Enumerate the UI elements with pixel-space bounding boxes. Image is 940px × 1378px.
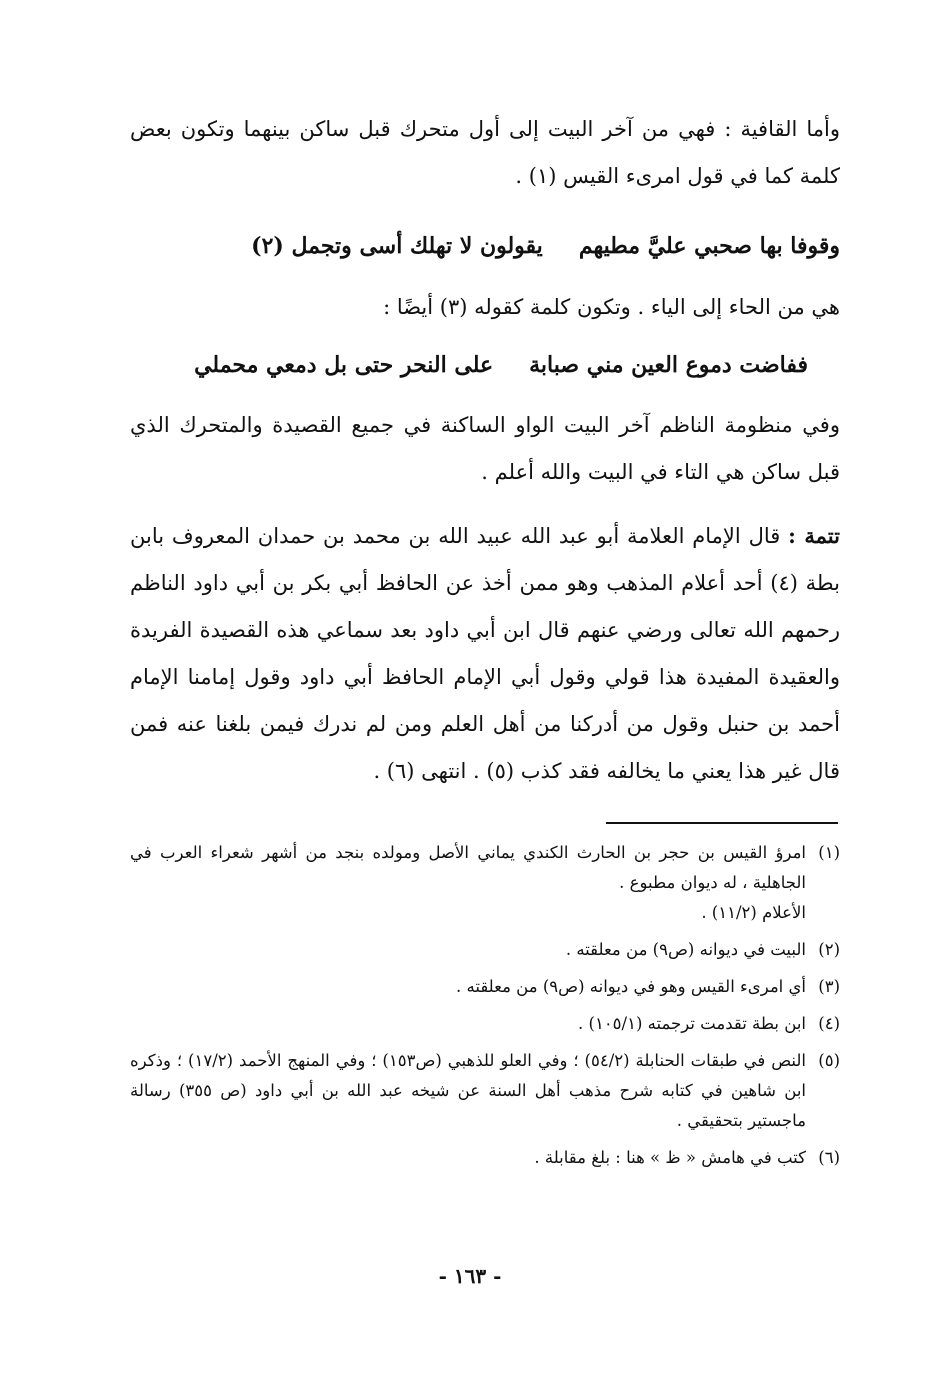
footnote-divider — [606, 822, 838, 824]
footnotes — [130, 838, 840, 1180]
footnote-number: (١) — [818, 843, 840, 862]
footnote-text: أي امرىء القيس وهو في ديوانه (ص٩) من معلقته . — [456, 977, 806, 996]
footnote-text: النص في طبقات الحنابلة (٥٤/٢) ؛ وفي العلو للذهبي (ص١٥٣) ؛ وفي المنهج الأحمد (١٧/٢) ؛ وذكره ابن شاهين في كتابه شرح مذهب أهل السنة عن شيخه عبد الله بن أبي داود (ص ٣٥٥) رسالة ماجستير بتحقيقي . — [130, 1051, 806, 1130]
verse-1-second-hemistich: يقولون لا تهلك أسى وتجمل (٢) — [251, 233, 543, 259]
footnote-text: ابن بطة تقدمت ترجمته (١٠٥/١) . — [578, 1014, 806, 1033]
footnote-text: امرؤ القيس بن حجر بن الحارث الكندي يماني الأصل ومولده بنجد من أشهر شعراء العرب في الجاهلية ، له ديوان مطبوع . — [130, 843, 806, 892]
footnote-2 — [130, 935, 840, 965]
supplement-body: قال الإمام العلامة أبو عبد الله عبيد الله بن محمد بن حمدان المعروف بابن بطة (٤) أحد أعلام المذهب وهو ممن أخذ عن الحافظ أبي بكر بن أبي داود الناظم رحمهم الله تعالى ورضي عنهم قال ابن أبي داود بعد سماعي هذه القصيدة الفريدة والعقيدة المفيدة هذا قولي وقول أبي الإمام الحافظ أبي داود وقول إمامنا الإمام أحمد بن حنبل وقول من أدركنا من أهل العلم ومن لم ندرك فيمن بلغنا عنه فمن قال غير هذا يعني ما يخالفه فقد كذب (٥) . انتهى (٦) . — [130, 524, 840, 783]
paragraph-rhyme-definition: وأما القافية : فهي من آخر البيت إلى أول متحرك قبل ساكن بينهما وتكون بعض كلمة كما في قول امرىء القيس (١) . — [130, 117, 840, 188]
footnote-text: البيت في ديوانه (ص٩) من معلقته . — [565, 940, 806, 959]
supplement-lead: تتمة : — [788, 523, 840, 548]
footnote-number: (٢) — [818, 940, 840, 959]
page-number: - ١٦٣ - — [438, 1264, 502, 1288]
footnote-3 — [130, 972, 840, 1002]
footnote-reference: الأعلام (١١/٢) . — [701, 903, 806, 922]
verse-line-1 — [251, 226, 840, 266]
footnote-1 — [130, 838, 840, 928]
footnote-content — [130, 838, 806, 928]
footnote-5 — [130, 1046, 840, 1136]
footnote-4 — [130, 1009, 840, 1039]
verse-2-first-hemistich: ففاضت دموع العين مني صبابة — [529, 352, 808, 378]
verse-line-2 — [194, 345, 808, 385]
footnote-number: (٤) — [818, 1014, 840, 1033]
footnote-text: كتب في هامش « ظ » هنا : بلغ مقابلة . — [534, 1148, 806, 1167]
footnote-number: (٣) — [818, 977, 840, 996]
paragraph-word-rhyme: هي من الحاء إلى الياء . وتكون كلمة كقوله (٣) أيضًا : — [383, 295, 840, 319]
paragraph-nazm-rhyme: وفي منظومة الناظم آخر البيت الواو الساكنة في جميع القصيدة والمتحرك الذي قبل ساكن هي التاء في البيت والله أعلم . — [130, 413, 840, 484]
footnote-6 — [130, 1143, 840, 1173]
verse-2-second-hemistich: على النحر حتى بل دمعي محملي — [194, 352, 494, 378]
footnote-number: (٥) — [818, 1051, 840, 1070]
paragraph-supplement — [130, 512, 840, 795]
footnote-number: (٦) — [818, 1148, 840, 1167]
verse-1-first-hemistich: وقوفا بها صحبي عليَّ مطيهم — [578, 233, 840, 259]
